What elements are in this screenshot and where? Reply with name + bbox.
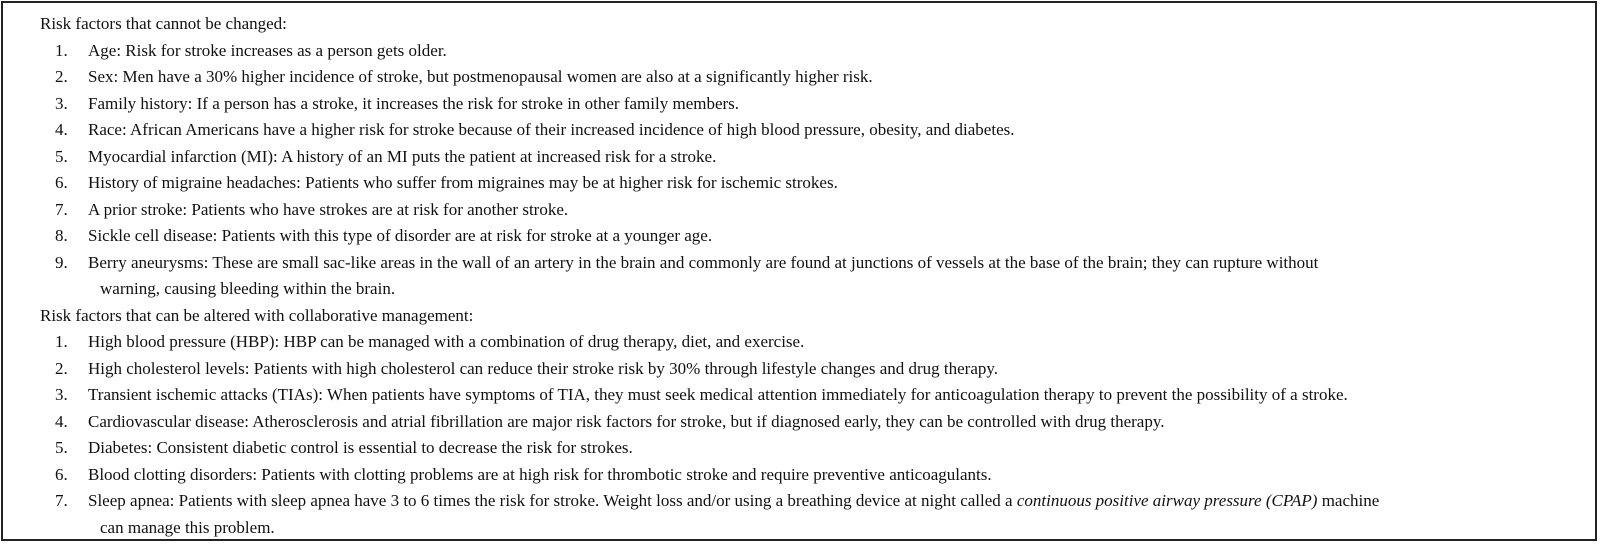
- section-heading-alterable: Risk factors that can be altered with collaborative management:: [40, 305, 474, 325]
- item-number: 9.: [55, 252, 68, 272]
- item-number: 2.: [55, 67, 68, 86]
- item-text-line-1: [88, 488, 1575, 515]
- item-text: High cholesterol levels: Patients with high cholesterol can reduce their stroke risk by 30% through lifestyle changes and drug therapy.: [88, 358, 999, 378]
- list-item: [40, 329, 1595, 356]
- item-number: 3.: [55, 93, 68, 113]
- list-item: [40, 38, 1595, 65]
- item-text-italic-term: continuous positive airway pressure (CPAP): [1016, 491, 1318, 510]
- item-number: 5.: [55, 438, 68, 457]
- item-text-segment: machine: [1317, 491, 1380, 510]
- item-number: 3.: [55, 385, 68, 404]
- item-text: High blood pressure (HBP): HBP can be managed with a combination of drug therapy, diet, and exercise.: [88, 332, 805, 351]
- alterable-risk-list: [40, 329, 1595, 541]
- item-number: 1.: [55, 332, 68, 351]
- item-text: Cardiovascular disease: Atherosclerosis and atrial fibrillation are major risk factors for stroke, but if diagnosed early, they can be controlled with drug therapy.: [88, 411, 1165, 431]
- item-text: History of migraine headaches: Patients who suffer from migraines may be at higher risk for ischemic strokes.: [88, 173, 838, 192]
- item-text: Sex: Men have a 30% higher incidence of stroke, but postmenopausal women are also at a significantly higher risk.: [88, 67, 873, 86]
- list-item: [40, 170, 1595, 197]
- list-item: [40, 91, 1595, 118]
- item-text: Family history: If a person has a stroke, it increases the risk for stroke in other family members.: [88, 93, 740, 113]
- item-text: Transient ischemic attacks (TIAs): When patients have symptoms of TIA, they must seek medical attention immediately for anticoagulation therapy to prevent the possibility of a stroke.: [88, 385, 1348, 404]
- list-item: [40, 64, 1595, 91]
- item-text: Race: African Americans have a higher risk for stroke because of their increased incidence of high blood pressure, obesity, and diabetes.: [88, 120, 1015, 139]
- item-text: A prior stroke: Patients who have strokes are at risk for another stroke.: [88, 199, 569, 219]
- item-text: Diabetes: Consistent diabetic control is essential to decrease the risk for strokes.: [88, 438, 633, 457]
- item-text: Blood clotting disorders: Patients with clotting problems are at high risk for thrombotic stroke and require preventive anticoagulants.: [88, 464, 992, 484]
- item-text-line-1: Berry aneurysms: These are small sac-like areas in the wall of an artery in the brain and commonly are found at junctions of vessels at the base of the brain; they can rupture without: [88, 252, 1319, 272]
- list-item: [40, 197, 1595, 224]
- list-item: [40, 144, 1595, 171]
- list-item: [40, 435, 1595, 462]
- item-number: 7.: [55, 199, 68, 219]
- item-text: Sickle cell disease: Patients with this type of disorder are at risk for stroke at a younger age.: [88, 226, 713, 245]
- section-heading-unchangeable: Risk factors that cannot be changed:: [40, 14, 287, 33]
- risk-factors-table: [1, 1, 1597, 541]
- item-text-segment: Sleep apnea: Patients with sleep apnea have 3 to 6 times the risk for stroke. Weight loss and/or using a breathing device at night called a: [88, 491, 1017, 510]
- item-number: 2.: [55, 358, 68, 378]
- unchangeable-risk-list: [40, 38, 1595, 303]
- item-text: Age: Risk for stroke increases as a person gets older.: [88, 40, 447, 60]
- item-number: 1.: [55, 40, 68, 60]
- list-item: [40, 250, 1595, 303]
- item-text-line-2: can manage this problem.: [100, 517, 275, 537]
- item-number: 8.: [55, 226, 68, 245]
- list-item: [40, 117, 1595, 144]
- list-item: [40, 223, 1595, 250]
- item-number: 6.: [55, 464, 68, 484]
- item-number: 5.: [55, 146, 68, 166]
- item-text-line-2: warning, causing bleeding within the brain.: [100, 279, 396, 298]
- item-number: 4.: [55, 120, 68, 139]
- list-item: [40, 409, 1595, 436]
- item-text: Myocardial infarction (MI): A history of an MI puts the patient at increased risk for a stroke.: [88, 146, 717, 166]
- list-item: [40, 356, 1595, 383]
- list-item: [40, 488, 1595, 541]
- item-number: 7.: [55, 491, 68, 510]
- item-number: 6.: [55, 173, 68, 192]
- item-number: 4.: [55, 411, 68, 431]
- list-item: [40, 462, 1595, 489]
- list-item: [40, 382, 1595, 409]
